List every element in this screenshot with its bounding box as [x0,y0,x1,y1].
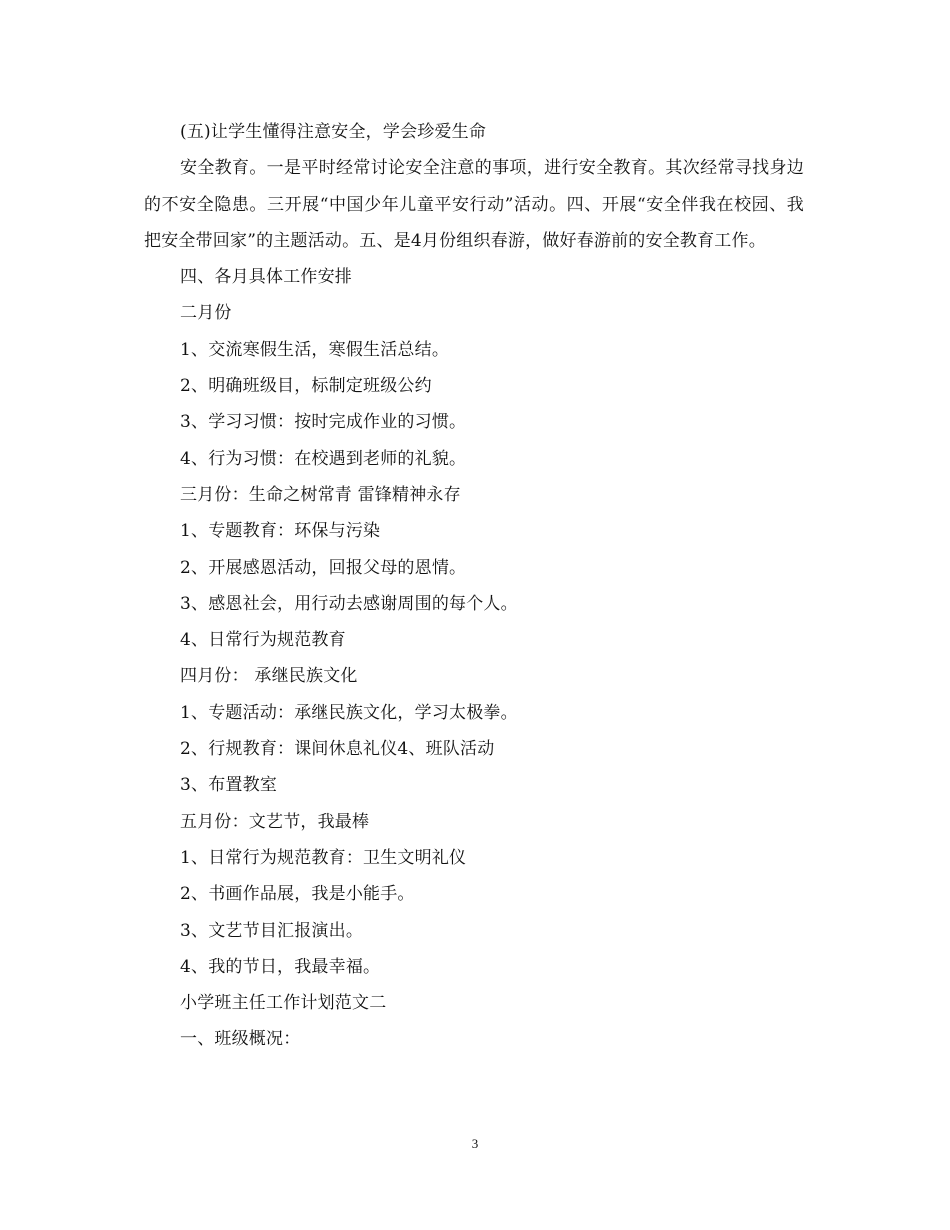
page-body [144,114,804,1058]
month-heading-march: 三月份：生命之树常青 雷锋精神永存 [180,484,461,505]
list-item: 2、行规教育：课间休息礼仪4、班队活动 [180,739,495,760]
list-item: 2、开展感恩活动，回报父母的恩情。 [180,557,467,578]
page-number: 3 [471,1136,479,1151]
list-item: 4、日常行为规范教育 [180,630,346,651]
document-title-second-sample: 小学班主任工作计划范文二 [180,993,387,1014]
list-item: 4、我的节日，我最幸福。 [180,956,381,977]
paragraph-safety-education: 安全教育。一是平时经常讨论安全注意的事项，进行安全教育。其次经常寻找身边的不安全隐患。三开展“中国少年儿童平安行动”活动。四、开展“安全伴我在校园、我把安全带回家”的主题活动。五、是4月份组织春游，做好春游前的安全教育工作。 [144,158,804,251]
list-item: 1、日常行为规范教育：卫生文明礼仪 [180,847,467,868]
list-item: 3、文艺节目汇报演出。 [180,920,364,941]
section-heading-safety: (五)让学生懂得注意安全，学会珍爱生命 [180,122,487,142]
list-item: 2、书画作品展，我是小能手。 [180,884,415,905]
section-heading-monthly-plan: 四、各月具体工作安排 [180,267,352,288]
list-item: 1、专题活动：承继民族文化，学习太极拳。 [180,702,518,723]
list-item: 4、行为习惯：在校遇到老师的礼貌。 [180,448,467,469]
list-item: 3、布置教室 [180,775,278,796]
month-heading-april: 四月份： 承继民族文化 [180,666,358,687]
month-heading-february: 二月份 [180,303,232,324]
list-item: 3、感恩社会，用行动去感谢周围的每个人。 [180,593,518,614]
list-item: 3、学习习惯：按时完成作业的习惯。 [180,412,467,433]
list-item: 1、专题教育：环保与污染 [180,521,381,542]
list-item: 1、交流寒假生活，寒假生活总结。 [180,339,450,360]
list-item: 2、明确班级目，标制定班级公约 [180,376,432,397]
section-heading-class-overview: 一、班级概况： [180,1029,301,1050]
month-heading-may: 五月份：文艺节，我最棒 [180,811,370,832]
